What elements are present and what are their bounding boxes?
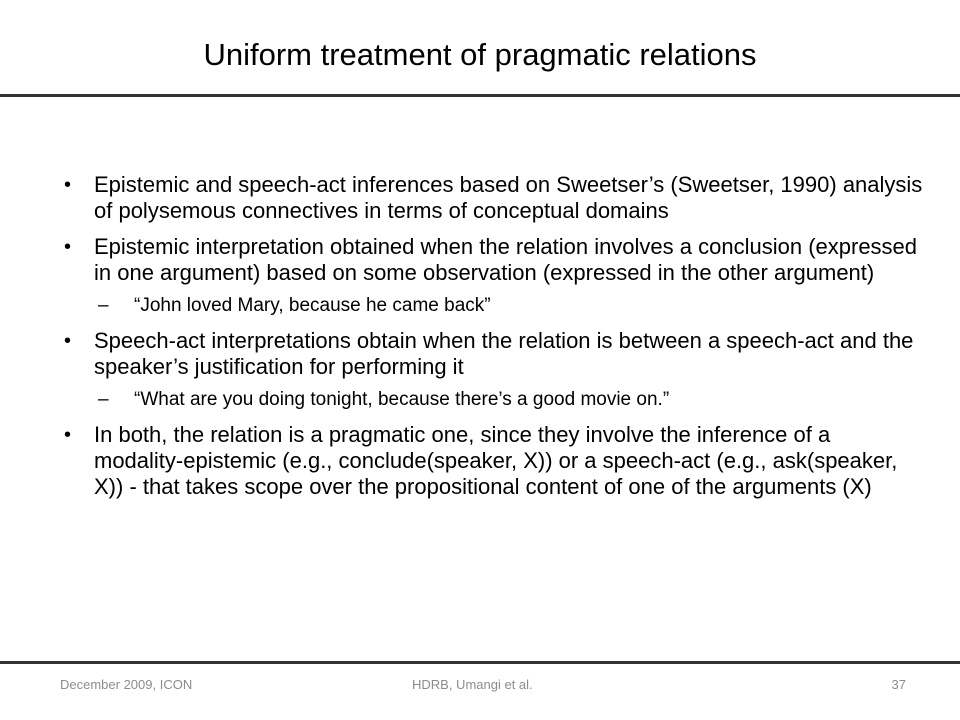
slide-title: Uniform treatment of pragmatic relations bbox=[203, 37, 757, 72]
footer-authors: HDRB, Umangi et al. bbox=[412, 677, 533, 692]
bullet-text: In both, the relation is a pragmatic one, since they involve the inference of a modality-epistemic (e.g., conclude(speaker, X)) or a speech-act (e.g., ask(speaker, X)) - that takes scope over the propositional content of one of the arguments (X) bbox=[94, 422, 898, 499]
footer-divider bbox=[0, 661, 960, 664]
sub-bullet-item bbox=[64, 388, 924, 412]
sub-bullet-text: “John loved Mary, because he came back” bbox=[134, 295, 491, 316]
footer-page-number: 37 bbox=[891, 677, 906, 692]
sub-bullet-text: “What are you doing tonight, because there’s a good movie on.” bbox=[134, 389, 670, 410]
sub-bullet-item bbox=[64, 294, 924, 318]
dash-icon: – bbox=[98, 295, 109, 316]
footer-date-venue: December 2009, ICON bbox=[60, 677, 193, 692]
bullet-item bbox=[64, 328, 924, 380]
bullet-item bbox=[64, 422, 924, 500]
bullet-dot-icon: • bbox=[64, 236, 72, 258]
bullet-text: Epistemic and speech-act inferences based on Sweetser’s (Sweetser, 1990) analysis of polysemous connectives in terms of conceptual domains bbox=[94, 172, 923, 223]
bullet-dot-icon: • bbox=[64, 330, 72, 352]
title-divider bbox=[0, 94, 960, 97]
bullet-item bbox=[64, 172, 924, 224]
dash-icon: – bbox=[98, 389, 109, 410]
bullet-text: Epistemic interpretation obtained when the relation involves a conclusion (expressed in one argument) based on some observation (expressed in the other argument) bbox=[94, 234, 918, 285]
bullet-dot-icon: • bbox=[64, 424, 72, 446]
slide-body bbox=[64, 172, 924, 510]
bullet-item bbox=[64, 234, 924, 286]
bullet-dot-icon: • bbox=[64, 174, 72, 196]
bullet-text: Speech-act interpretations obtain when the relation is between a speech-act and the speaker’s justiﬁcation for performing it bbox=[94, 328, 914, 379]
